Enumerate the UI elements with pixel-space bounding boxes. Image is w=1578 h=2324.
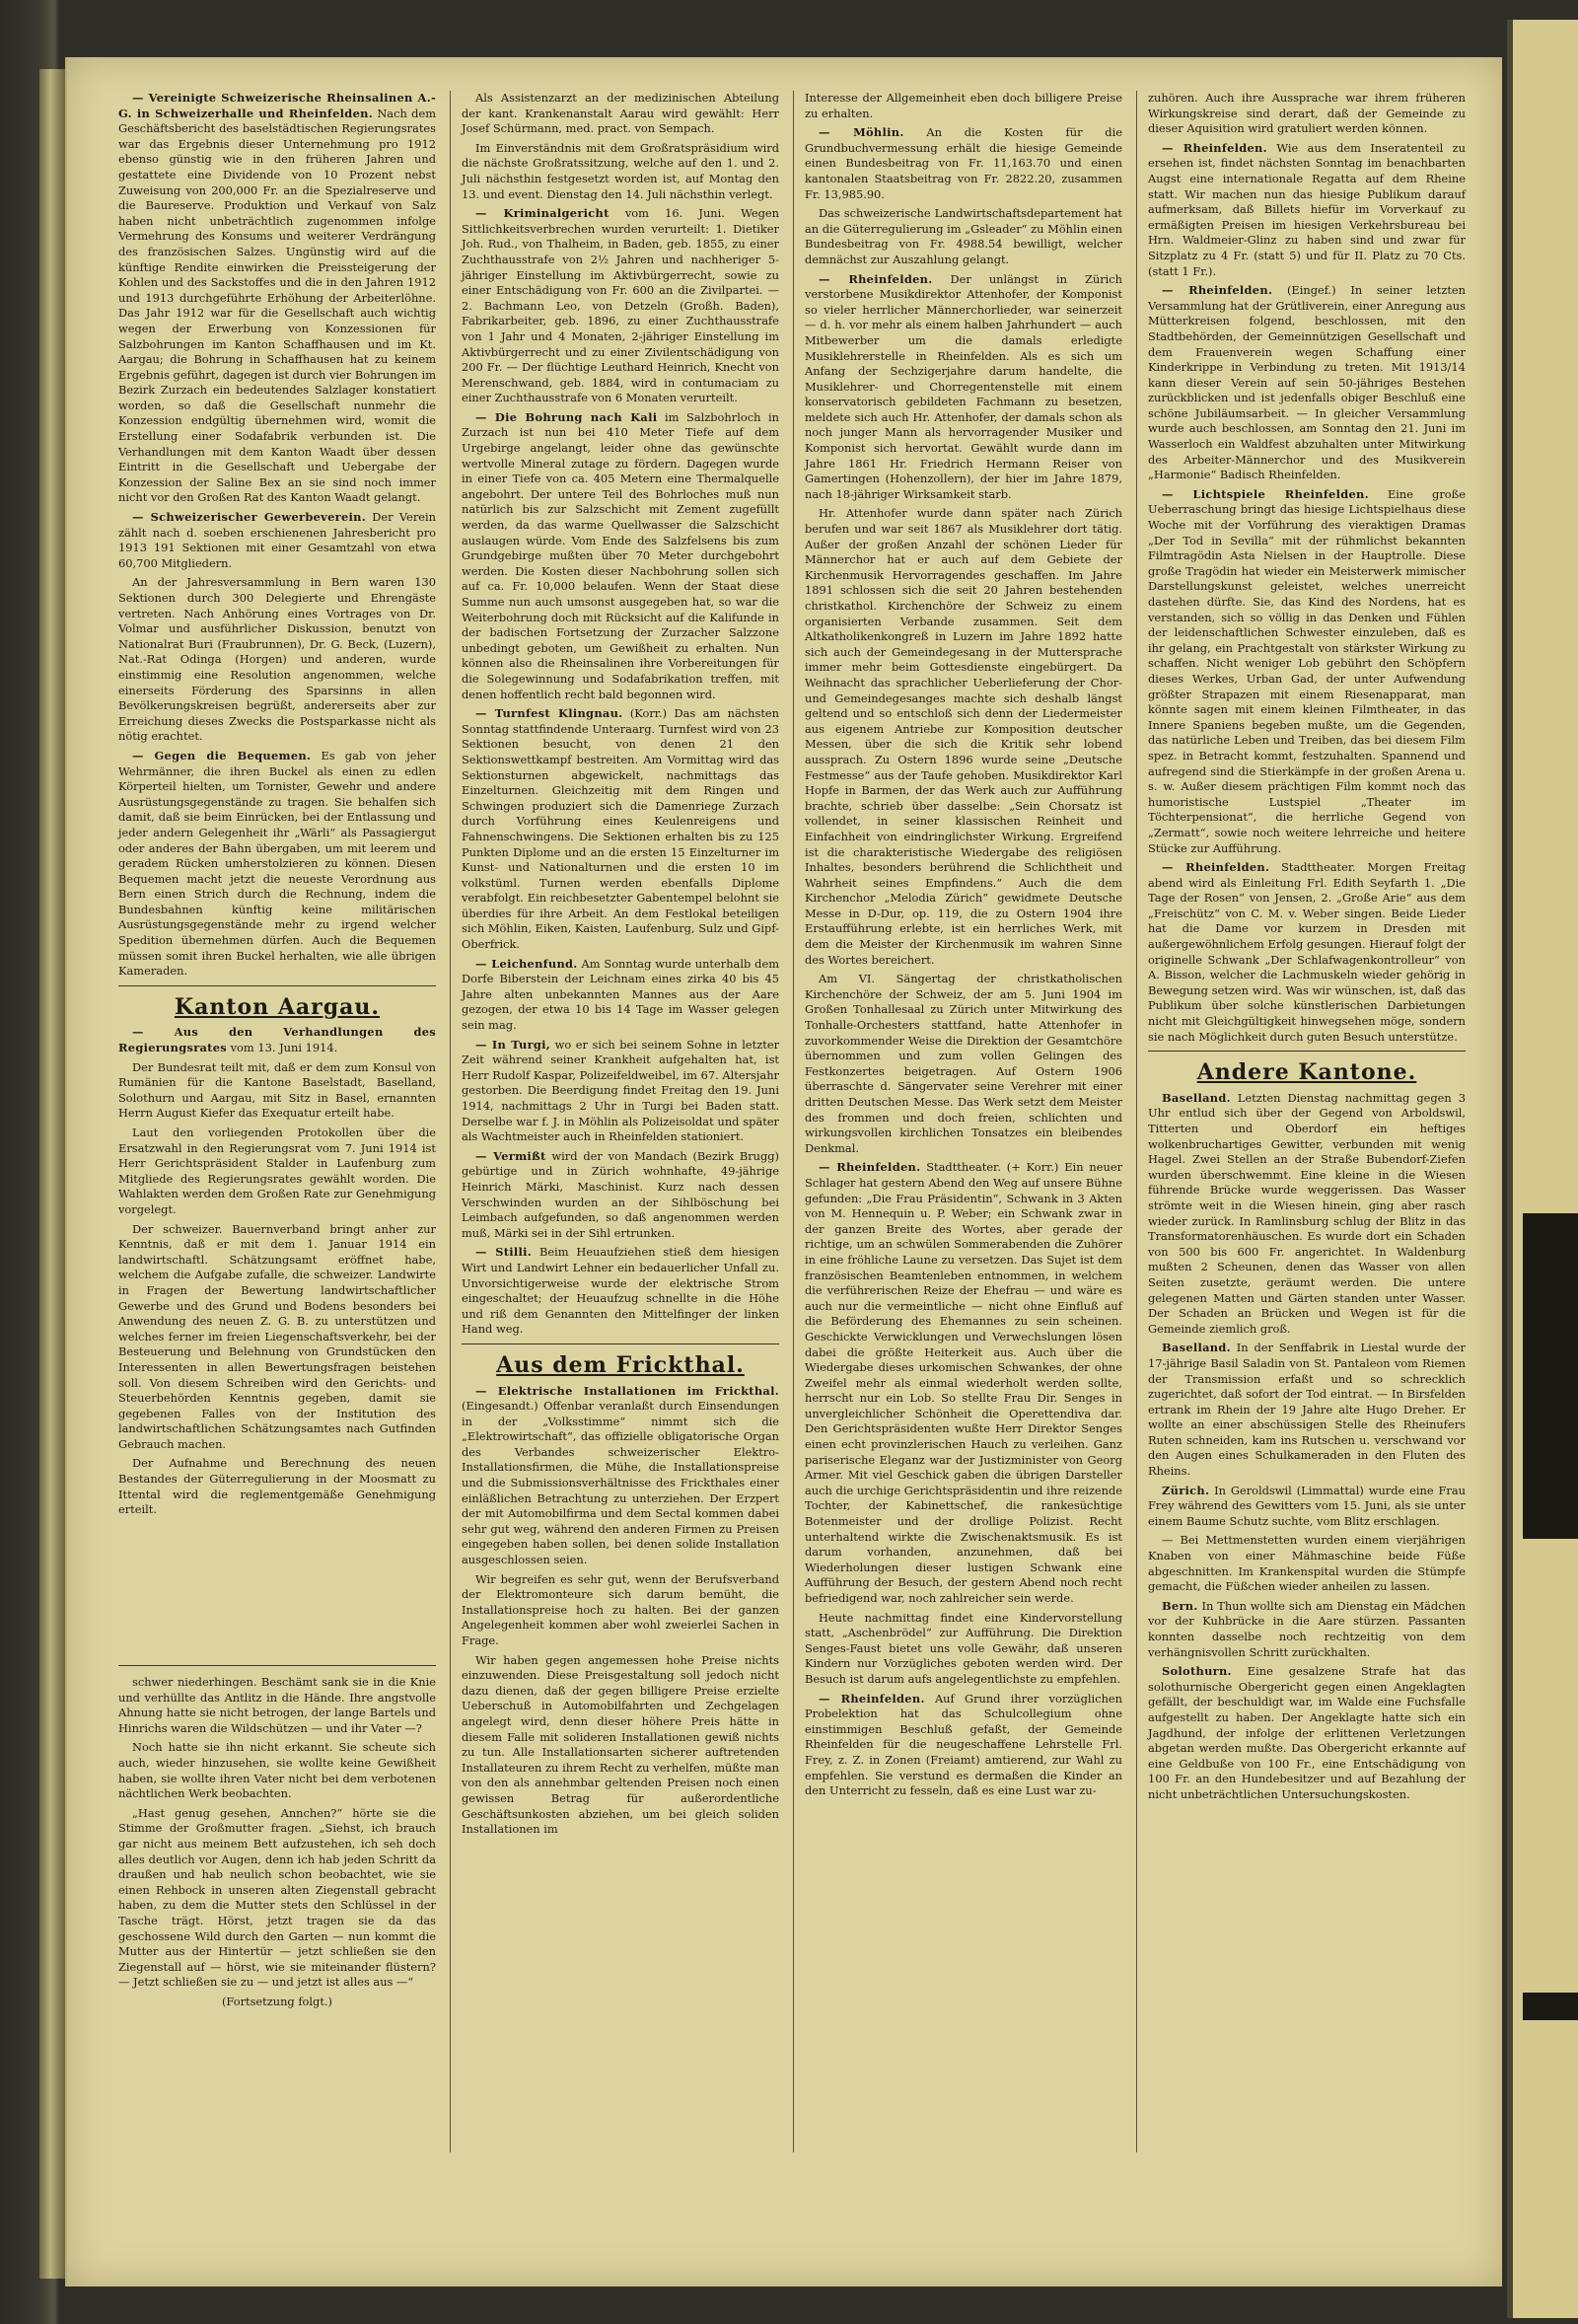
serial-divider xyxy=(118,1665,436,1666)
column-4 xyxy=(1148,91,1466,1807)
article-regierungsrat: — Aus den Verhandlungen des Regierungsrates vom 13. Juni 1914. xyxy=(118,1025,436,1055)
article-leichenfund: — Leichenfund. Am Sonntag wurde unterhalb dem Dorfe Biberstein der Leichnam eines zirka 40 bis 45 Jahre alten unbekannten Mannes aus der Aare gezogen, der etwa 10 bis 14 Tage im Wasser gelegen sein mag. xyxy=(462,956,779,1033)
serial-paragraph: schwer niederhingen. Beschämt sank sie in die Knie und verhüllte das Antlitz in die Hände. Ihre angstvolle Ahnung hatte sie nicht betrogen, der lange Bartels und Hinrichs waren die Wildschützen — und ihr Vater —? xyxy=(118,1675,436,1735)
article-installationen-3: Wir haben gegen angemessen hohe Preise nichts einzuwenden. Diese Preisgestaltung soll jedoch nicht dazu dienen, daß der gegen billigere Preise erzielte Ueberschuß in Automobilfahrten und Zechgelagen angelegt wird, denn dieser höhere Preis hätte in diesem Falle mit solideren Installationen gewiß nichts zu tun. Alle Installationsarten sicherer auftretenden Installateuren zu ihrem Recht zu verhelfen, müßte man von den als annehmbar geltenden Preisen noch einen gewissen Betrag für außerordentliche Geschäftsunkosten abziehen, um bei gleich soliden Installationen im xyxy=(462,1652,779,1837)
article-lehrstelle: — Rheinfelden. Auf Grund ihrer vorzüglichen Probelektion hat das Schulcollegium ohne einstimmigen Beschluß gefaßt, der Gemeinde Rheinfelden für die neugeschaffene Lehrstelle Frl. Frey, z. Z. in Zonen (Freiamt) amtierend, zur Wahl zu empfehlen. Sie verstund es dermaßen die Kinder an den Unterricht zu fesseln, daß es eine Lust war zu- xyxy=(805,1691,1122,1798)
article-kali: — Die Bohrung nach Kali im Salzbohrloch in Zurzach ist nun bei 410 Meter Tiefe auf dem Urgebirge angelangt, leider ohne das gewünschte wertvolle Mineral zutage zu fördern. Dagegen wurde in einer Tiefe von ca. 405 Metern eine Thermalquelle angebohrt. Der untere Teil des Bohrloches muß nun natürlich bis zur Salzschicht mit Zement zugefüllt werden, da das warme Quellwasser die Salzschicht auslaugen würde. Vom Ende des Salzfelsens bis zum Grundgebirge mußten über 70 Meter durchgebohrt werden. Die Kosten dieser Nachbohrung sollen sich auf ca. Fr. 10,000 belaufen. Wenn der Staat diese Summe nun auch umsonst ausgegeben hat, so war die Weiterbohrung doch mit Rücksicht auf die Kalifunde in der badischen Fortsetzung der Zurzacher Salzzone unbedingt geboten, um Gewißheit zu erhalten. Nun können also die Rheinsalinen ihre Vorbereitungen für die Solegewinnung und Sodafabrikation treffen, mit denen hoffentlich recht bald begonnen wird. xyxy=(462,409,779,701)
article-landwirtschaft: Das schweizerische Landwirtschaftsdepartement hat an die Güterregulierung im „Gsleader“ zu Möhlin einen Bundesbeitrag von Fr. 4988.54 bewilligt, welcher demnächst zur Auszahlung gelangt. xyxy=(805,206,1122,266)
article-rheinsalinen: — Vereinigte Schweizerische Rheinsalinen A.-G. in Schweizerhalle und Rheinfelden. Nach dem Geschäftsbericht des baselstädtischen Regierungsrates war das Ergebnis dieser Unternehmung pro 1912 ebenso günstig wie in den früheren Jahren und gestattete eine Dividende von 10 Prozent nebst Zuweisung von 200,000 Fr. an die Spezialreserve und die Baureserve. Produktion und Verkauf von Salz haben nicht unbeträchtlich zugenommen infolge Vermehrung des Konsums und weiterer Verdrängung des französischen Salzes. Ungünstig wird auf die künftige Rendite einwirken die Preissteigerung der Kohlen und des Sackstoffes und die in den Jahren 1912 und 1913 durchgeführte Erhöhung der Arbeiterlöhne. Das Jahr 1912 war für die Gesellschaft auch wichtig wegen der Erwerbung von Konzessionen für Salzbohrungen im Kanton Schaffhausen und im Kt. Aargau; die Bohrung in Schaffhausen hat zu keinem Ergebnis geführt, dagegen ist durch vier Bohrungen im Bezirk Zurzach ein bedeutendes Salzlager konstatiert worden, so daß die Gesellschaft nunmehr die Konzession endgültig übernehmen wird, womit die Erstellung einer Sodafabrik verbunden ist. Die Verhandlungen mit dem Kanton Waadt über dessen Eintritt in die Gesellschaft und Uebergabe der Konzession der Saline Bex an sie sind noch immer nicht vor den Großen Rat des Kanton Waadt gelangt. xyxy=(118,91,436,505)
article-zuerich: Zürich. In Geroldswil (Limmattal) wurde eine Frau Frey während des Gewitters vom 15. Juni, als sie unter einem Baume Schutz suchte, vom Blitz erschlagen. xyxy=(1148,1483,1466,1528)
article-vermisst: — Vermißt wird der von Mandach (Bezirk Brugg) gebürtige und in Zürich wohnhafte, 49-jährige Heinrich Märki, Maschinist. Kurz nach dessen Verschwinden wurden an der Sihlböschung bei Leimbach aufgefunden, so daß angenommen werden muß, Märki sei in der Sihl ertrunken. xyxy=(462,1148,779,1240)
article-moehlin: — Möhlin. An die Kosten für die Grundbuchvermessung erhält die hiesige Gemeinde einen Bundesbeitrag von Fr. 11,163.70 und einen kantonalen Staatsbeitrag von Fr. 2822.20, zusammen Fr. 13,985.90. xyxy=(805,125,1122,201)
article-gueterregulierung: Der Aufnahme und Berechnung des neuen Bestandes der Güterregulierung in der Moosmatt zu Ittental wird die reglementgemäße Genehmigung erteilt. xyxy=(118,1456,436,1517)
column-2 xyxy=(462,91,779,1842)
article-kriminalgericht: — Kriminalgericht vom 16. Juni. Wegen Sittlichkeitsverbrechen wurden verurteilt: 1. Dietiker Joh. Rud., von Thalheim, in Baden, geb. 1855, zu einer Zuchthausstrafe von 2½ Jahren und nachheriger 5-jähriger Einstellung im Aktivbürgerrecht, sowie zu einer Entschädigung von Fr. 600 an die Zivilpartei. — 2. Bachmann Leo, von Detzeln (Großh. Baden), Fabrikarbeiter, geb. 1896, zu einer Zuchthausstrafe von 1 Jahr und 4 Monaten, 2-jähriger Einstellung im Aktivbürgerrecht und zu einer Zivilentschädigung von 200 Fr. — Der flüchtige Leuthard Heinrich, Knecht von Merenschwand, geb. 1884, wird in contumaciam zu einer Zuchthausstrafe von 6 Monaten verurteilt. xyxy=(462,206,779,405)
article-jahresversammlung: An der Jahresversammlung in Bern waren 130 Sektionen durch 300 Delegierte und Ehrengäste vertreten. Nach Anhörung eines Vortrages von Dr. Volmar und ausführlicher Diskussion, benutzt von Nationalrat Buri (Fraubrunnen), Dr. G. Beck, (Luzern), Nat.-Rat Odinga (Horgen) und anderen, wurde einstimmig eine Resolution angenommen, welche einerseits Förderung des Sparsinns in allen Bevölkerungskreisen begrüßt, andererseits aber zur Erreichung dieses Zwecks die Postsparkasse nicht als nötig erachtet. xyxy=(118,575,436,744)
column-rule xyxy=(1136,91,1137,2152)
column-3 xyxy=(805,91,1122,1803)
adjacent-page-edge xyxy=(1507,20,1578,2318)
article-kinderkrippe: — Rheinfelden. (Eingef.) In seiner letzten Versammlung hat der Grütliverein, einer Anregung aus Mütterkreisen folgend, beschlossen, mit den Stadtbehörden, der Gemeinnützigen Gesellschaft und dem Frauenverein wegen Schaffung einer Kinderkrippe in Verbindung zu treten. Mit 1913/14 kann dieser Verein auf sein 50-jähriges Bestehen zurückblicken und ist jedenfalls obiger Beschluß eine schöne Jubiläumsarbeit. — In gleicher Versammlung wurde auch beschlossen, am Sonntag den 21. Juni im Wasserloch ein Waldfest abzuhalten unter Mitwirkung des Arbeiter-Männerchor und des Musikverein „Harmonie“ Badisch Rheinfelden. xyxy=(1148,283,1467,482)
column-rule xyxy=(450,91,451,2152)
article-continuation: zuhören. Auch ihre Aussprache war ihrem früheren Wirkungskreise sind derart, daß der Gemeinde zu dieser Aquisition wird gratuliert werden können. xyxy=(1148,91,1466,136)
article-stadttheater: — Rheinfelden. Stadttheater. (+ Korr.) Ein neuer Schlager hat gestern Abend den Weg auf unsere Bühne gefunden: „Die Frau Präsidentin“, Schwank in 3 Akten von M. Hennequin u. P. Weber; ein Schwank zwar in der ganzen Breite des Wortes, aber gerade der richtige, um an schwülen Sommerabenden die Zuhörer in eine fröhliche Laune zu versetzen. Das Sujet ist dem französischen Beamtenleben entnommen, in welchem die verführerischen Reize der Ehefrau — und wäre es auch nur die vermeintliche — nicht ohne Einfluß auf die Beförderung des Ehemannes zu sein scheinen. Geschickte Verwicklungen und Verwechslungen lösen dabei die größte Heiterkeit aus. Auch über die Wiedergabe dieses urkomischen Schwankes, der ohne Zweifel mehr als einmal wiederholt werden sollte, herrscht nur ein Lob. So stellte Frau Dir. Senges in unvergleichlicher Schönheit die Operettendiva dar. Den Gerichtspräsidenten wußte Herr Direktor Senges einen echt provinzlerischen Hauch zu verleihen. Ganz pariserische Eleganz war der Justizminister von Georg Armer. Mit viel Geschick gaben die übrigen Darsteller auch die urchige Gerichtspräsidentin und ihre reizende Tochter, der Kabinettschef, die rankesüchtige Botenmeister und der drollige Polizist. Recht unterhaltend wirkte die Zwischenaktsmusik. Es ist darum vorhanden, anzunehmen, daß bei Wiederholungen dieser lustigen Schwank eine Aufführung der Besuch, der gestern Abend noch recht befriedigend war, noch zahlreicher sein werde. xyxy=(805,1160,1123,1605)
article-bequemen: — Gegen die Bequemen. Es gab von jeher Wehrmänner, die ihren Buckel als einen zu edlen Körperteil hielten, um Tornister, Gewehr und andere Ausrüstungsgegenstände zu tragen. Sie behalfen sich damit, daß sie beim Einrücken, bei der Entlassung und jeder andern Gelegenheit ihr „Wärli“ als Passagiergut oder anderes der Bahn übergaben, um mit leerem und geradem Rücken umherstolzieren zu können. Diesen Bequemen macht jetzt die neueste Verordnung aus Bern einen Strich durch die Rechnung, indem die Bundesbahnen künftig keine militärischen Ausrüstungsgegenstände mehr zu irgend welcher Spedition übernehmen dürfen. Auch die Bequemen müssen somit ihren Buckel herhalten, wie alle übrigen Kameraden. xyxy=(118,748,437,979)
section-heading-aargau: Kanton Aargau. xyxy=(174,993,381,1020)
article-stilli: — Stilli. Beim Heuaufziehen stieß dem hiesigen Wirt und Landwirt Lehner ein bedauerlicher Unfall zu. Unvorsichtigerweise wurde der elektrische Strom eingeschaltet; der Heuaufzug schnellte in die Höhe und riß dem Genannten den Mittelfinger der linken Hand weg. xyxy=(462,1245,779,1337)
article-regatta: — Rheinfelden. Wie aus dem Inseratenteil zu ersehen ist, findet nächsten Sonntag im benachbarten Augst eine internationale Regatta auf dem Rheine statt. Wir machen nun das hiesige Publikum darauf aufmerksam, daß Billets hiefür im Vorverkauf zu ermäßigten Preisen im hiesigen Verkehrsbureau bei Hrn. Waldmeier-Glinz zu haben sind und zwar für Sitzplatz zu 4 Fr. (statt 5) und für II. Platz zu 70 Cts. (statt 1 Fr.). xyxy=(1148,140,1467,278)
black-ad-band xyxy=(1523,1993,1578,2020)
article-assistenzarzt: Als Assistenzarzt an der medizinischen Abteilung der kant. Krankenanstalt Aarau wird gewählt: Herr Josef Schürmann, med. pract. von Sempach. xyxy=(462,91,779,136)
serial-novel xyxy=(118,1675,436,2013)
article-gewerbeverein: — Schweizerischer Gewerbeverein. Der Verein zählt nach d. soeben erschienenen Jahresbericht pro 1913 191 Sektionen mit einer Gesamtzahl von etwa 60,700 Mitgliedern. xyxy=(118,510,436,570)
serial-continuation: (Fortsetzung folgt.) xyxy=(221,1994,332,2008)
serial-paragraph: „Hast genug gesehen, Annchen?“ hörte sie die Stimme der Großmutter fragen. „Siehst, ich brauch gar nicht aus meinem Bett aufzustehen, ich seh doch alles deutlich vor Augen, denn ich hab jeden Schritt da draußen und hab neulich schon beobachtet, wie sie einen Rehbock in unseren alten Ziegenstall gebracht haben, zu dem die Mutter stets den Schlüssel in der Tasche trägt. Hörst, jetzt tragen sie da das geschossene Wild durch den Garten — nun kommt die Mutter aus der Hintertür — jetzt schließen sie den Ziegenstall auf — hörst, wie sie miteinander flüstern? — Jetzt schließen sie zu — und jetzt ist alles aus —“ xyxy=(118,1805,436,1990)
article-installationen-2: Wir begreifen es sehr gut, wenn der Berufsverband der Elektromonteure sich darum bemüht, die Installationspreise hoch zu halten. Bei der ganzen Angelegenheit kommen aber wohl zweierlei Sachen in Frage. xyxy=(462,1571,779,1647)
section-heading-frickthal: Aus dem Frickthal. xyxy=(496,1351,745,1378)
article-bauernverband: Der schweizer. Bauernverband bringt anher zur Kenntnis, daß er mit dem 1. Januar 1914 ein landwirtschaftl. Schätzungsamt eröffnet habe, welchem die Aufgabe zufalle, die schweizer. Landwirte in Fragen der Bewertung landwirtschaftlicher Gewerbe und des Grund und Bodens besonders bei Anwendung des neuen Z. G. B. zu unterstützen und welches ferner im freien Liegenschaftsverkehr, bei der Besteuerung und Belehnung von Grundstücken den Interessenten in allen Bewertungsfragen beistehen soll. Von diesem Schreiben wird den Gerichts- und Steuerbehörden Kenntnis gegeben, damit sie gegebenen Falles von der Institution des landwirtschaftlichen Schätzungsamtes nach Gutfinden Gebrauch machen. xyxy=(118,1221,436,1451)
serial-paragraph: Noch hatte sie ihn nicht erkannt. Sie scheute sich auch, wieder hinzusehen, sie wollte keine Gewißheit haben, sie wollte ihren Vater nicht bei dem verbotenen nächtlichen Werk beobachten. xyxy=(118,1740,436,1801)
article-installationen: — Elektrische Installationen im Frickthal. (Eingesandt.) Offenbar veranlaßt durch Einsendungen in der „Volksstimme“ nimmt sich die „Elektrowirtschaft“, das offizielle obligatorische Organ des Verbandes schweizerischer Elektro-Installationsfirmen, die Mühe, die Installationspreise und die Submissionsverhältnisse des Frickthales einer einläßlichen Betrachtung zu unterziehen. Der Erzpert der mit Automobilfirma und dem Sectal kommen dabei sehr gut weg, während den anderen Firmen zu Preisen eingegeben haben sollen, bei denen solide Installation ausgeschlossen seien. xyxy=(462,1383,779,1567)
article-saengertag: Am VI. Sängertag der christkatholischen Kirchenchöre der Schweiz, der am 5. Juni 1904 im Großen Tonhallesaal zu Zürich unter Mitwirkung des Tonhalle-Orchesters stattfand, hatte Attenhofer in zuvorkommender Weise die Direktion der Gesamtchöre übernommen und zum vollen Gelingen des Festkonzertes beigetragen. Auf Ostern 1906 überraschte d. Sängervater seine Verehrer mit einer dritten Deutschen Messe. Das Werk setzt dem Meister des frommen und doch freien, schlichten und wirkungsvollen kirchlichen Tonsatzes ein bleibendes Denkmal. xyxy=(805,972,1122,1155)
column-rule xyxy=(793,91,794,2152)
article-grossrat: Im Einverständnis mit dem Großratspräsidium wird die nächste Großratssitzung, welche auf den 1. und 2. Juli nächsthin festgesetzt worden ist, auf Montag den 13. und event. Dienstag den 14. Juli nächsthin verlegt. xyxy=(462,140,779,201)
article-baselland-unfall: Baselland. In der Senffabrik in Liestal wurde der 17-jährige Basil Saladin von St. Pantaleon vom Riemen der Transmission erfaßt und so schrecklich zugerichtet, daß sofort der Tod eintrat. — In Birsfelden ertrank im Rhein der 19 Jahre alte Hugo Dreher. Er wollte an einer abschüssigen Stelle des Rheinufers Ruten schneiden, kam ins Rutschen u. verschwand vor den Augen eines Schulkameraden in den Fluten des Rheins. xyxy=(1148,1341,1466,1479)
black-ad-block xyxy=(1523,1213,1578,1539)
divider xyxy=(118,985,436,986)
article-bern: Bern. In Thun wollte sich am Dienstag ein Mädchen vor der Kuhbrücke in die Aare stürzen. Passanten konnten dasselbe noch rechtzeitig von dem verhängnisvollen Schritt zurückhalten. xyxy=(1148,1598,1466,1659)
article-continuation: Interesse der Allgemeinheit eben doch billigere Preise zu erhalten. xyxy=(805,91,1122,120)
article-solothurn: Solothurn. Eine gesalzene Strafe hat das solothurnische Obergericht gegen einen Angeklagten gefällt, der beschuldigt war, im Walde eine Fuchsfalle aufgestellt zu haben. Der Angeklagte hatte sich ein Jagdhund, der infolge der erlittenen Verletzungen abgetan werden mußte. Das Obergericht erkannte auf eine Geldbuße von 100 Fr., eine Entschädigung von 100 Fr. an den Hundebesitzer und auf Bezahlung der nicht unbeträchtlichen Untersuchungskosten. xyxy=(1148,1664,1467,1801)
article-lichtspiele: — Lichtspiele Rheinfelden. Eine große Ueberraschung bringt das hiesige Lichtspielhaus diese Woche mit der Vorführung des vieraktigen Dramas „Der Tod in Sevilla“ mit der rühmlichst bekannten Filmtragödin Asta Nielsen in der Hauptrolle. Diese große Tragödin hat wieder ein Meisterwerk mimischer Darstellungskunst geleistet, welches unerreicht dastehen dürfte. Sie, das Kind des Nordens, hat es verstanden, sich so völlig in das Denken und Fühlen der leidenschaftlichen Schwester einzuleben, daß es ihr gelang, ein Prachtgestalt von stärkster Wirkung zu schaffen. Nicht weniger Lob gebührt den Schöpfern dieses Werkes, Urban Gad, der unter Aufwendung größter Strapazen mit einem Riesenapparat, man könnte sagen mit einem kleinen Filmtheater, in das Innere Spaniens begeben mußte, um die Gegenden, das natürliche Leben und Treiben, das bei diesem Film spez. in Betracht kommt, festzuhalten. Spannend und aufregend sind die Stierkämpfe in der großen Arena u. s. w. Außer diesem prächtigen Film kommt noch das humoristische Lustspiel „Theater im Töchterpensionat“, die herrliche Gegend von „Zermatt“, sowie noch weitere lehrreiche und heitere Stücke zur Aufführung. xyxy=(1148,486,1466,855)
divider xyxy=(1148,1051,1466,1052)
section-heading-andere-kantone: Andere Kantone. xyxy=(1196,1059,1417,1086)
article-attenhofer-2: Hr. Attenhofer wurde dann später nach Zürich berufen und war seit 1867 als Musiklehrer dort tätig. Außer der großen Anzahl der schönen Lieder für Männerchor hat er auch auf dem Gebiete der Kirchenmusik Hervorragendes geschaffen. Im Jahre 1891 schlossen sich die seit 20 Jahren bestehenden christkathol. Kirchenchöre der Schweiz zu einem organisierten Verbande zusammen. Seit dem Altkatholikenkongreß in Luzern im Jahre 1892 hatte sich auch der Gemeindegesang in der Muttersprache immer mehr beim Gottesdienste eingebürgert. Da Weihnacht das sprachlicher Ueberlieferung der Chor- und Gemeindegesanges machte sich deshalb längst geltend und so entschloß sich denn der Liedermeister aus eigenem Antriebe zur Komposition deutscher Messen, über die sich die Kritik sehr lobend aussprach. Zu Ostern 1896 wurde seine „Deutsche Festmesse“ aus der Taufe gehoben. Musikdirektor Karl Hopfe in Barmen, der das Werk auch zur Aufführung brachte, schrieb über dasselbe: „Sein Chorsatz ist vollendet, in seiner klassischen Reinheit und Einfachheit von eindringlichster Wirkung. Ergreifend ist die charakteristische Wiedergabe des religiösen Inhaltes, besonders berührend die Schlichtheit und Wahrheit seines Empfindens.“ Auch die dem Kirchenchor „Melodia Zürich“ gewidmete Deutsche Messe in D-Dur, op. 119, die zu Ostern 1904 ihre Erstaufführung erlebte, ist ein herrliches Werk, mit dem die Meister der Kirchenmusik im wahren Sinne des Wortes bereichert. xyxy=(805,506,1122,967)
article-turgi: — In Turgi, wo er sich bei seinem Sohne in letzter Zeit während seiner Krankheit aufgehalten hat, ist Herr Rudolf Kaspar, Polizeifeldweibel, im 67. Altersjahr gestorben. Die Beerdigung findet Freitag den 19. Juni 1914, nachmittags 2 Uhr in Turgi bei Baden statt. Derselbe war f. J. in Möhlin als Polizeisoldat und später als Wachtmeister auch in Rheinfelden stationiert. xyxy=(462,1037,780,1144)
article-attenhofer: — Rheinfelden. Der unlängst in Zürich verstorbene Musikdirektor Attenhofer, der Komponist so vieler herrlicher Männerchorlieder, war seinerzeit — d. h. vor mehr als einem halben Jahrhundert — auch Mitbewerber um die damals erledigte Musiklehrerstelle in Rheinfelden. Als es sich um Anfang der Sechzigerjahre darum handelte, die Musiklehrer- und Chorregentenstelle mit einem konservatorisch gebildeten Fachmann zu besetzen, meldete sich auch Hr. Attenhofer, der damals schon als noch junger Mann als hervorragender Musiker und Komponist sich hervortat. Gewählt wurde dann im Jahre 1861 Hr. Friedrich Hermann Reiser von Gamertingen (Hohenzollern), der hier im Jahre 1879, nach 18-jähriger Wirksamkeit starb. xyxy=(805,271,1123,501)
article-ersatzwahl: Laut den vorliegenden Protokollen über die Ersatzwahl in den Regierungsrat vom 7. Juni 1914 ist Herr Gerichtspräsident Stalder in Laufenburg zum Mitgliede des Regierungsrates gewählt worden. Die Wahlakten werden dem Großen Rate zur Genehmigung vorgelegt. xyxy=(118,1126,436,1216)
book-binding xyxy=(39,69,67,2279)
column-1 xyxy=(118,91,436,1522)
article-konsul: Der Bundesrat teilt mit, daß er dem zum Konsul von Rumänien für die Kantone Baselstadt, Baselland, Solothurn und Aargau, mit Sitz in Basel, ernannten Herrn August Kiefer das Exequatur erteilt habe. xyxy=(118,1059,436,1121)
article-stadttheater-freitag: — Rheinfelden. Stadttheater. Morgen Freitag abend wird als Einleitung Frl. Edith Seyfarth 1. „Die Tage der Rosen“ von Jensen, 2. „Große Arie“ aus dem „Freischütz“ von C. M. v. Weber singen. Beide Lieder hat die Dame vor kurzem in Dresden mit außergewöhnlichem Erfolg gesungen. Hierauf folgt der originelle Schwank „Der Schlafwagenkontrolleur“ von A. Bisson, welcher die Lachmuskeln wieder gehörig in Bewegung setzen wird. Was wir wünschen, ist, daß das Publikum über solche künstlerischen Darbietungen nicht mit Gleichgültigkeit hinwegsehen möge, sondern sie nach Möglichkeit durch guten Besuch unterstütze. xyxy=(1148,860,1466,1044)
article-baselland-gewitter: Baselland. Letzten Dienstag nachmittag gegen 3 Uhr entlud sich über der Gegend von Arboldswil, Titterten und Oberdorf ein heftiges wolkenbruchartiges Gewitter, verbunden mit wenig Hagel. Zwei Stellen an der Straße Bubendorf-Ziefen wurden überschwemmt. Eine kleine in die Wiesen führende Brücke wurde weggerissen. Das Wasser strömte weit in die Wiesen hinein, ging aber rasch wieder zurück. In Ramlinsburg schlug der Blitz in das Transformatorenhäuschen. Es wurde dort ein Schaden von 500 bis 600 Fr. angerichtet. In Waldenburg mußten 2 Scheunen, denen das Wasser von allen Seiten zusetzte, geräumt werden. Die untere gelegenen Matten und Gärten standen unter Wasser. Der Schaden an Brücken und Wegen ist für die Gemeinde ziemlich groß. xyxy=(1148,1090,1466,1336)
article-kindervorstellung: Heute nachmittag findet eine Kindervorstellung statt, „Aschenbrödel“ zur Aufführung. Die Direktion Senges-Faust bietet uns volle Gewähr, daß unseren Kindern nur Vorzügliches geboten werden wird. Der Besuch ist darum aufs angelegentlichste zu empfehlen. xyxy=(805,1610,1122,1686)
article-turnfest: — Turnfest Klingnau. (Korr.) Das am nächsten Sonntag stattfindende Unteraarg. Turnfest wird von 23 Sektionen besucht, von denen 21 den Sektionswettkampf bestreiten. Am Vormittag wird das Sektionsturnen abgewickelt, nachmittags das Einzelturnen. Gleichzeitig mit dem Ringen und Schwingen produziert sich die Damenriege Zurzach durch Vorführung eines Keulenreigens und Fahnenschwingens. Die Sektionen erhalten bis zu 125 Punkten Diplome und an die ersten 15 Einzelturner im Kunst- und Nationalturnen und die ersten 10 im volkstüml. Turnen werden ebenfalls Diplome verabfolgt. Ein reichbesetzter Gabentempel belohnt sie überdies für ihre Arbeit. An dem Festlokal beteiligen sich Möhlin, Eiken, Kaisten, Laufenburg, Sulz und Gipf-Oberfrick. xyxy=(462,706,779,952)
article-mettmenstetten: — Bei Mettmenstetten wurden einem vierjährigen Knaben von einer Mähmaschine beide Füße abgeschnitten. Im Krankenspital wurden die Stümpfe gemacht, die Füßchen wieder anheilen zu lassen. xyxy=(1148,1533,1466,1594)
